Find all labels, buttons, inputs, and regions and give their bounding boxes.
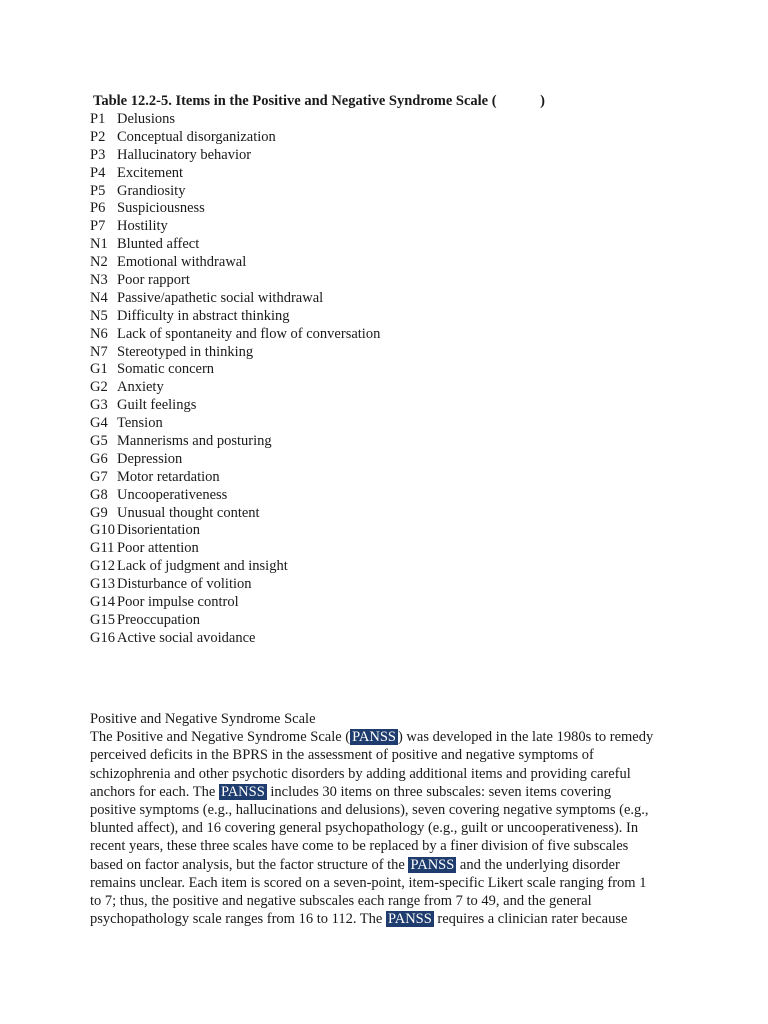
item-label: Guilt feelings [117, 397, 197, 414]
paragraph-line [90, 783, 680, 801]
text-run: positive symptoms (e.g., hallucinations and delusions), seven covering negative symptoms (e.g., [90, 802, 649, 819]
item-code: N5 [90, 307, 108, 324]
table-title: Table 12.2-5. Items in the Positive and Negative Syndrome Scale ( ) [93, 93, 545, 109]
text-run: recent years, these three scales have come to be replaced by a finer division of five subscales [90, 838, 629, 855]
panss-section [90, 710, 680, 928]
item-label: Passive/apathetic social withdrawal [117, 289, 324, 306]
list-item [90, 379, 380, 397]
list-item [90, 361, 380, 379]
item-code: P6 [90, 200, 106, 217]
item-label: Excitement [117, 164, 184, 181]
item-code: G9 [90, 504, 108, 521]
list-item [90, 308, 380, 326]
item-code: P2 [90, 128, 106, 145]
item-code: G13 [90, 576, 115, 593]
item-label: Disturbance of volition [117, 576, 252, 593]
item-code: N3 [90, 272, 108, 289]
item-code: G5 [90, 433, 108, 450]
text-run: psychopathology scale ranges from 16 to 112. The [90, 911, 386, 928]
item-code: P3 [90, 146, 106, 163]
item-label: Somatic concern [117, 361, 215, 378]
text-run: requires a clinician rater because [433, 911, 628, 928]
list-item [90, 183, 380, 201]
item-code: G10 [90, 522, 115, 539]
list-item [90, 147, 380, 165]
item-label: Uncooperativeness [117, 486, 228, 503]
item-code: G3 [90, 397, 108, 414]
list-item [90, 540, 380, 558]
list-item [90, 218, 380, 236]
item-code: P5 [90, 182, 106, 199]
list-item [90, 165, 380, 183]
item-code: P1 [90, 111, 106, 127]
item-label: Conceptual disorganization [117, 128, 276, 145]
item-label: Tension [117, 415, 163, 432]
item-label: Hallucinatory behavior [117, 146, 252, 163]
text-run: The Positive and Negative Syndrome Scale ( [90, 729, 351, 746]
list-item [90, 290, 380, 308]
item-label: Lack of spontaneity and flow of conversation [117, 325, 381, 342]
text-run: to 7; thus, the positive and negative subscales each range from 7 to 49, and the general [90, 893, 592, 910]
list-item [90, 451, 380, 469]
item-code: P7 [90, 218, 106, 235]
item-label: Motor retardation [117, 468, 220, 485]
item-code: N1 [90, 236, 108, 253]
text-run: ) was developed in the late 1980s to remedy [397, 729, 654, 746]
list-item [90, 594, 380, 612]
paragraph-line [90, 728, 680, 746]
list-item [90, 558, 380, 576]
items-list [90, 111, 380, 648]
list-item [90, 254, 380, 272]
item-code: G7 [90, 468, 108, 485]
list-item [90, 415, 380, 433]
paragraph-line [90, 856, 680, 874]
section-heading: Positive and Negative Syndrome Scale [90, 711, 316, 727]
item-label: Lack of judgment and insight [117, 558, 288, 575]
paragraph-line [90, 837, 680, 855]
list-item [90, 272, 380, 290]
list-item [90, 612, 380, 630]
text-run: and the underlying disorder [456, 856, 620, 873]
list-item [90, 326, 380, 344]
paragraph-line [90, 819, 680, 837]
item-label: Active social avoidance [117, 629, 256, 646]
list-item [90, 469, 380, 487]
item-label: Difficulty in abstract thinking [117, 307, 290, 324]
item-label: Blunted affect [117, 236, 200, 253]
paragraph-line [90, 801, 680, 819]
list-item [90, 505, 380, 523]
paragraph-line [90, 874, 680, 892]
item-label: Depression [117, 450, 183, 467]
paragraph-line [90, 892, 680, 910]
list-item [90, 522, 380, 540]
item-code: G16 [90, 629, 115, 646]
text-run: remains unclear. Each item is scored on a seven-point, item-specific Likert scale ranging from 1 [90, 874, 647, 891]
search-highlight: PANSS [387, 911, 432, 928]
item-code: G15 [90, 611, 115, 628]
item-label: Anxiety [117, 379, 164, 396]
item-code: G14 [90, 594, 115, 611]
item-label: Suspiciousness [117, 200, 205, 217]
list-item [90, 576, 380, 594]
item-label: Mannerisms and posturing [117, 433, 272, 450]
text-run: perceived deficits in the BPRS in the assessment of positive and negative symptoms of [90, 747, 594, 764]
text-run: based on factor analysis, but the factor structure of the [90, 856, 409, 873]
panss-paragraph [90, 728, 680, 928]
text-run: anchors for each. The [90, 783, 219, 800]
list-item [90, 111, 380, 129]
item-label: Grandiosity [117, 182, 186, 199]
list-item [90, 200, 380, 218]
list-item [90, 397, 380, 415]
item-label: Disorientation [117, 522, 200, 539]
item-label: Poor attention [117, 540, 199, 557]
list-item [90, 129, 380, 147]
item-label: Poor rapport [117, 272, 190, 289]
list-item [90, 344, 380, 362]
list-item [90, 236, 380, 254]
item-code: G2 [90, 379, 108, 396]
item-label: Preoccupation [117, 611, 200, 628]
item-code: N2 [90, 254, 108, 271]
paragraph-line [90, 910, 680, 928]
text-run: blunted affect), and 16 covering general psychopathology (e.g., guilt or uncooperativeness). In [90, 820, 639, 837]
paragraph-line [90, 746, 680, 764]
text-run: includes 30 items on three subscales: seven items covering [266, 783, 612, 800]
item-code: G4 [90, 415, 108, 432]
item-code: P4 [90, 164, 106, 181]
item-label: Hostility [117, 218, 168, 235]
item-label: Stereotyped in thinking [117, 343, 254, 360]
item-code: G1 [90, 361, 108, 378]
item-label: Emotional withdrawal [117, 254, 247, 271]
item-code: G11 [90, 540, 115, 557]
item-code: G12 [90, 558, 115, 575]
search-highlight: PANSS [352, 729, 396, 746]
list-item [90, 630, 380, 648]
item-label: Delusions [117, 111, 175, 127]
text-run: schizophrenia and other psychotic disorders by adding additional items and providing careful [90, 765, 631, 782]
item-code: N4 [90, 289, 108, 306]
item-label: Unusual thought content [117, 504, 260, 521]
item-label: Poor impulse control [117, 594, 239, 611]
item-code: N7 [90, 343, 108, 360]
list-item [90, 433, 380, 451]
paragraph-line [90, 765, 680, 783]
search-highlight: PANSS [220, 783, 265, 800]
search-highlight: PANSS [410, 856, 455, 873]
list-item [90, 487, 380, 505]
item-code: G6 [90, 450, 108, 467]
item-code: G8 [90, 486, 108, 503]
item-code: N6 [90, 325, 108, 342]
